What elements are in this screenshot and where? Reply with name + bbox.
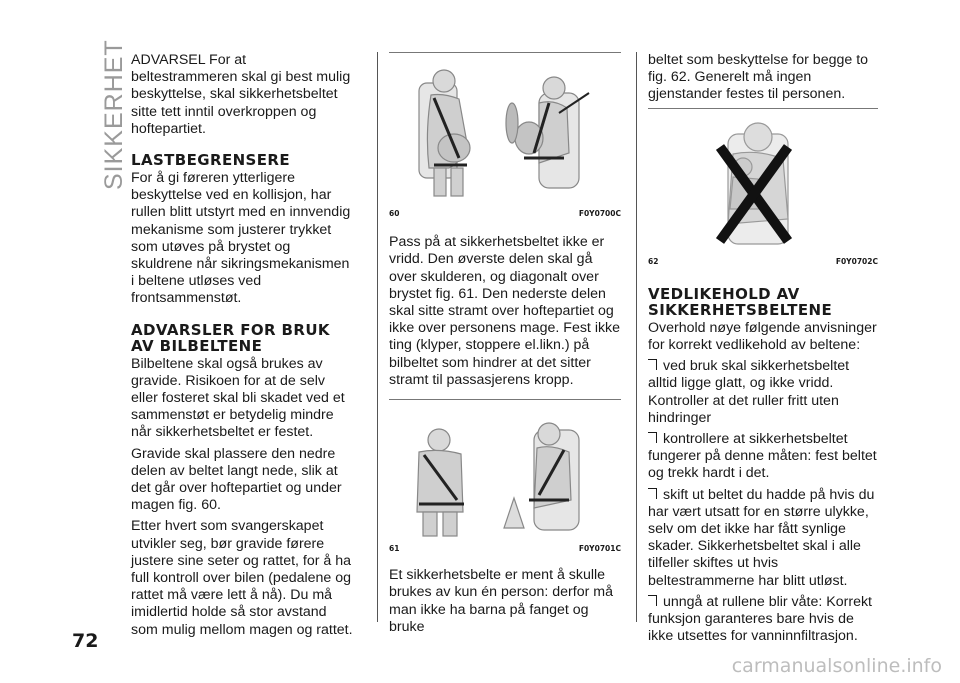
figure-code: F0Y0700C: [578, 209, 621, 218]
belted-occupants-illustration: [389, 400, 621, 538]
paragraph: For å gi føreren ytterligere beskyttelse ved en kollisjon, har rullen blitt utstyrt med en innvendig mekanisme som justerer trykket som utøves på brystet og skuldrene når sikringsmekanismen i beltene utløses ved frontsammenstøt.: [131, 170, 351, 307]
figure-60: [389, 53, 621, 222]
bullet-icon: [648, 359, 657, 370]
figure-number: 62: [648, 256, 659, 266]
child-on-lap-prohibited-illustration: [648, 109, 878, 251]
column-divider: [377, 52, 378, 622]
section-title: SIKKERHET: [100, 39, 128, 190]
heading-lastbegrensere: LASTBEGRENSERE: [131, 151, 290, 170]
figure-61: [389, 400, 621, 557]
warning-text: ADVARSEL For at beltestrammeren skal gi best mulig beskyttelse, skal sikkerhetsbeltet sitte tett inntil overkroppen og hoftepartiet.: [131, 52, 351, 137]
list-item: unngå at rullene blir våte: Korrekt funksjon garanteres bare hvis de ikke utsettes for vanninnfiltrasjon.: [648, 593, 872, 645]
column-left: [131, 52, 353, 643]
column-middle: [389, 52, 621, 640]
column-divider: [636, 52, 637, 622]
paragraph: Gravide skal plassere den nedre delen av beltet langt nede, slik at det går over hoftepartiet og under magen fig. 60.: [131, 445, 342, 514]
bullet-icon: [648, 488, 657, 499]
column-right: [648, 52, 878, 649]
paragraph: Et sikkerhetsbelte er ment å skulle brukes av kun én person: derfor må man ikke ha barna på fanget og bruke: [389, 567, 613, 635]
pregnant-driver-illustration: [389, 53, 621, 203]
figure-code: F0Y0701C: [578, 544, 621, 554]
list-item: skift ut beltet du hadde på hvis du har vært utsatt for en større ulykke, selv om det ikke har fått synlige skader. Sikkerhetsbeltet skal i alle tilfeller skiftes ut hvis beltestrammerne har blitt utløst.: [648, 486, 875, 589]
list-item: kontrollere at sikkerhetsbeltet fungerer på denne måten: fest beltet og trekk hardt i det.: [648, 431, 877, 482]
figure-number: 60: [389, 209, 400, 218]
page-number: 72: [72, 630, 99, 652]
paragraph: Bilbeltene skal også brukes av gravide. Risikoen for at de selv eller fosteret skal bli skadet ved et sammenstøt er betydelig mindre når sikkerhetsbeltet er festet.: [131, 355, 345, 441]
bullet-icon: [648, 432, 657, 443]
paragraph: Etter hvert som svangerskapet utvikler seg, bør gravide førere justere sine seter og rattet, for å ha full kontroll over bilen (pedalene og rattet må være lett å nå). Du må imidlertid holde så stor avstand som mulig mellom magen og rattet.: [131, 518, 353, 638]
figure-62: [648, 109, 878, 270]
figure-code: F0Y0702C: [835, 256, 878, 266]
paragraph: beltet som beskyttelse for begge to fig. 62. Generelt må ingen gjenstander festes til personen.: [648, 52, 869, 103]
paragraph: Pass på at sikkerhetsbeltet ikke er vridd. Den øverste delen skal gå over skulderen, og diagonalt over brystet fig. 61. Den nederste delen skal sitte stramt over hoftepartiet og ikke over personens mage. Fest ikke ting (klyper, stoppere el.likn.) på bilbeltet som hindrer at det sitter stramt til passasjerens kropp.: [389, 234, 621, 388]
list-item: ved bruk skal sikkerhetsbeltet alltid ligge glatt, og ikke vridd. Kontroller at det ruller fritt uten hindringer: [648, 358, 850, 426]
figure-number: 61: [389, 544, 400, 554]
bullet-icon: [648, 595, 657, 606]
paragraph: Overhold nøye følgende anvisninger for korrekt vedlikehold av beltene:: [648, 319, 877, 354]
heading-advarsler: ADVARSLER FOR BRUK AV BILBELTENE: [131, 320, 330, 355]
heading-vedlikehold: VEDLIKEHOLD AV SIKKERHETSBELTENE: [648, 284, 833, 319]
watermark: carmanualsonline.info: [731, 655, 942, 677]
